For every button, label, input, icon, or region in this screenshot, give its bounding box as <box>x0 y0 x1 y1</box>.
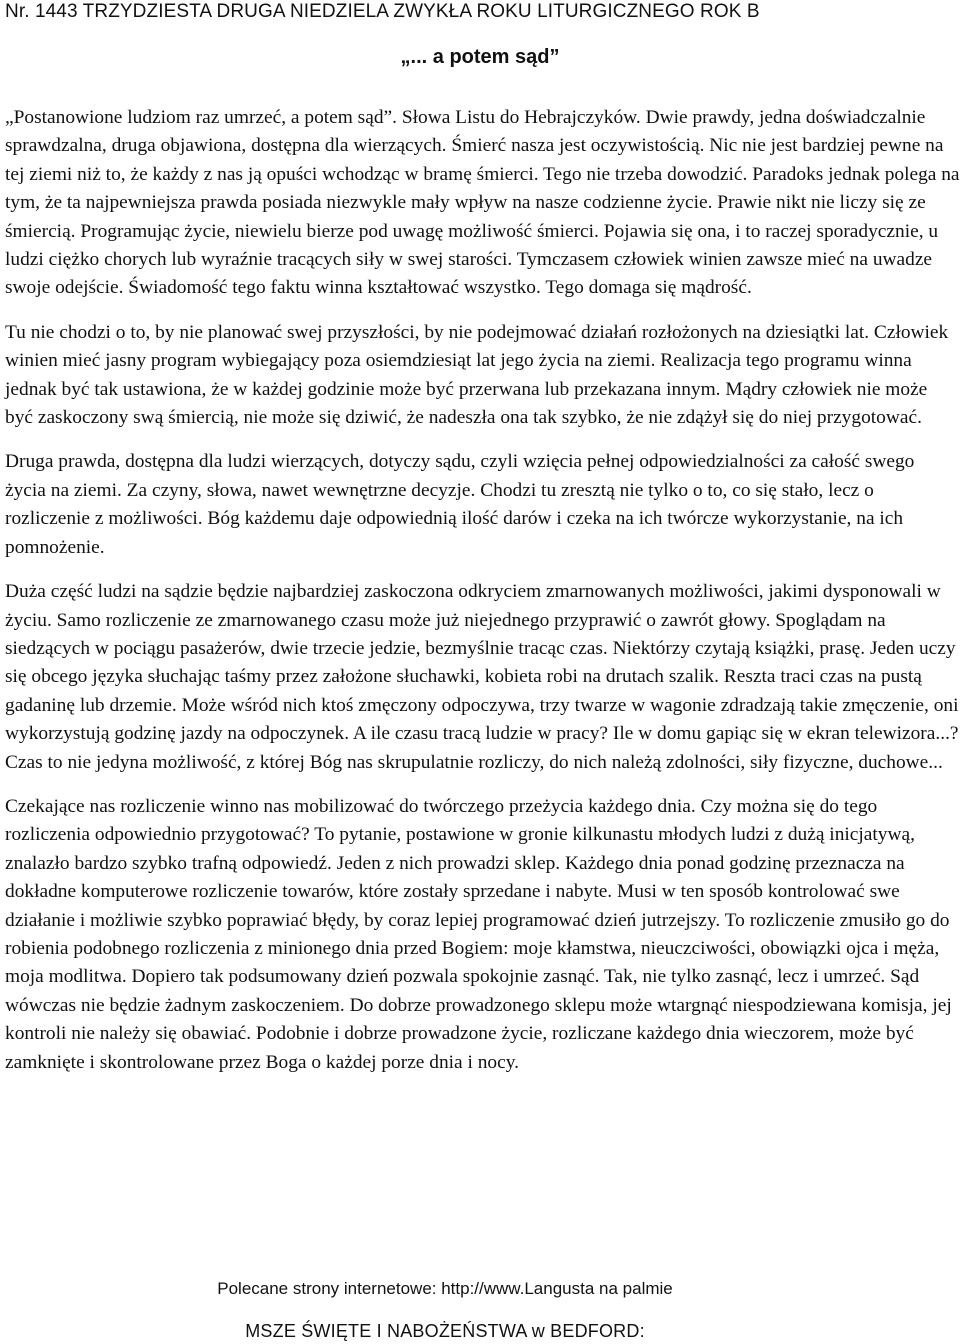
paragraph-5: Czekające nas rozliczenie winno nas mobilizować do twórczego przeżycia każdego dnia. Czy można się do tego rozliczenia odpowiednio przygotować? To pytanie, postawione w gronie kilkunastu młodych ludzi z dużą inicjatywą, znalazło bardzo szybko trafną odpowiedź. Jeden z nich prowadzi sklep. Każdego dnia ponad godzinę przeznacza na dokładne komputerowe rozliczenie towarów, które zostały sprzedane i nabyte. Musi w ten sposób kontrolować swe działanie i możliwie szybko poprawiać błędy, by coraz lepiej programować dzień jutrzejszy. To rozliczenie zmusiło go do robienia podobnego rozliczenia z minionego dnia przed Bogiem: moje kłamstwa, nieuczciwości, obowiązki ojca i męża, moja modlitwa. Dopiero tak podsumowany dzień pozwala spokojnie zasnąć. Tak, nie tylko zasnąć, lecz i umrzeć. Sąd wówczas nie będzie żadnym zaskoczeniem. Do dobrze prowadzonego sklepu może wtargnąć niespodziewana komisja, jej kontroli nie należy się obawiać. Podobnie i dobrze prowadzone życie, rozliczane każdego dnia wieczorem, może być zamknięte i skontrolowane przez Boga o każdej porze dnia i nocy. <box>5 795 952 1073</box>
article-title: „... a potem sąd” <box>400 46 560 68</box>
paragraph-1: „Postanowione ludziom raz umrzeć, a potem sąd”. Słowa Listu do Hebrajczyków. Dwie prawdy, jedna doświadczalnie sprawdzalna, druga objawiona, dostępna dla wierzących. Śmierć nasza jest oczywistością. Nic nie jest bardziej pewne na tej ziemi niż to, że każdy z nas ją opuści wchodząc w bramę śmierci. Tego nie trzeba dowodzić. Paradoks jednak polega na tym, że ta najpewniejsza prawda posiada niezwykle mały wpływ na nasze codzienne życie. Prawie nikt nie liczy się ze śmiercią. Programując życie, niewielu bierze pod uwagę możliwość śmierci. Pojawia się ona, i to raczej sporadycznie, u ludzi ciężko chorych lub wyraźnie tracących siły w swej starości. Tymczasem człowiek winien zawsze mieć na uwadze swoje odejście. Świadomość tego faktu winna kształtować wszystko. Tego domaga się mądrość. <box>5 107 960 299</box>
mass-schedule-heading: MSZE ŚWIĘTE I NABOŻEŃSTWA w BEDFORD: <box>245 1321 645 1341</box>
article-body <box>5 104 960 1093</box>
paragraph-4: Duża część ludzi na sądzie będzie najbardziej zaskoczona odkryciem zmarnowanych możliwości, jakimi dysponowali w życiu. Samo rozliczenie ze zmarnowanego czasu może już niejednego przyprawić o zawrót głowy. Spoglądam na siedzących w pociągu pasażerów, dwie trzecie jedzie, bezmyślnie tracąc czas. Niektórzy czytają książki, prasę. Jeden uczy się obcego języka słuchając taśmy przez założone słuchawki, kobieta robi na drutach szalik. Reszta traci czas na pustą gadaninę lub drzemie. Może wśród nich ktoś zmęczony odpoczywa, trzy twarze w wagonie zdradzają takie zmęczenie, oni wykorzystują godzinę jazdy na odpoczynek. A ile czasu tracą ludzie w pracy? Ile w domu gapiąc się w ekran telewizora...? Czas to nie jedyna możliwość, z której Bóg nas skrupulatnie rozliczy, do nich należą zdolności, siły fizyczne, duchowe... <box>5 581 959 773</box>
paragraph-2: Tu nie chodzi o to, by nie planować swej przyszłości, by nie podejmować działań rozłożonych na dziesiątki lat. Człowiek winien mieć jasny program wybiegający poza osiemdziesiąt lat jego życia na ziemi. Realizacja tego programu winna jednak być tak ustawiona, że w każdej godzinie może być przerwana lub przekazana innym. Mądry człowiek nie może być zaskoczony swą śmiercią, nie może się dziwić, że nadeszła ona tak szybko, że nie zdążył się do niej przygotować. <box>5 321 949 429</box>
recommended-websites: Polecane strony internetowe: http://www.Langusta na palmie <box>217 1279 673 1298</box>
paragraph-3: Druga prawda, dostępna dla ludzi wierzących, dotyczy sądu, czyli wzięcia pełnej odpowiedzialności za całość swego życia na ziemi. Za czyny, słowa, nawet wewnętrzne decyzje. Chodzi tu zresztą nie tylko o to, co się stało, lecz o rozliczenie z możliwości. Bóg każdemu daje odpowiednią ilość darów i czeka na ich twórcze wykorzystanie, na ich pomnożenie. <box>5 451 915 558</box>
issue-header: Nr. 1443 TRZYDZIESTA DRUGA NIEDZIELA ZWYKŁA ROKU LITURGICZNEGO ROK B <box>5 1 760 22</box>
